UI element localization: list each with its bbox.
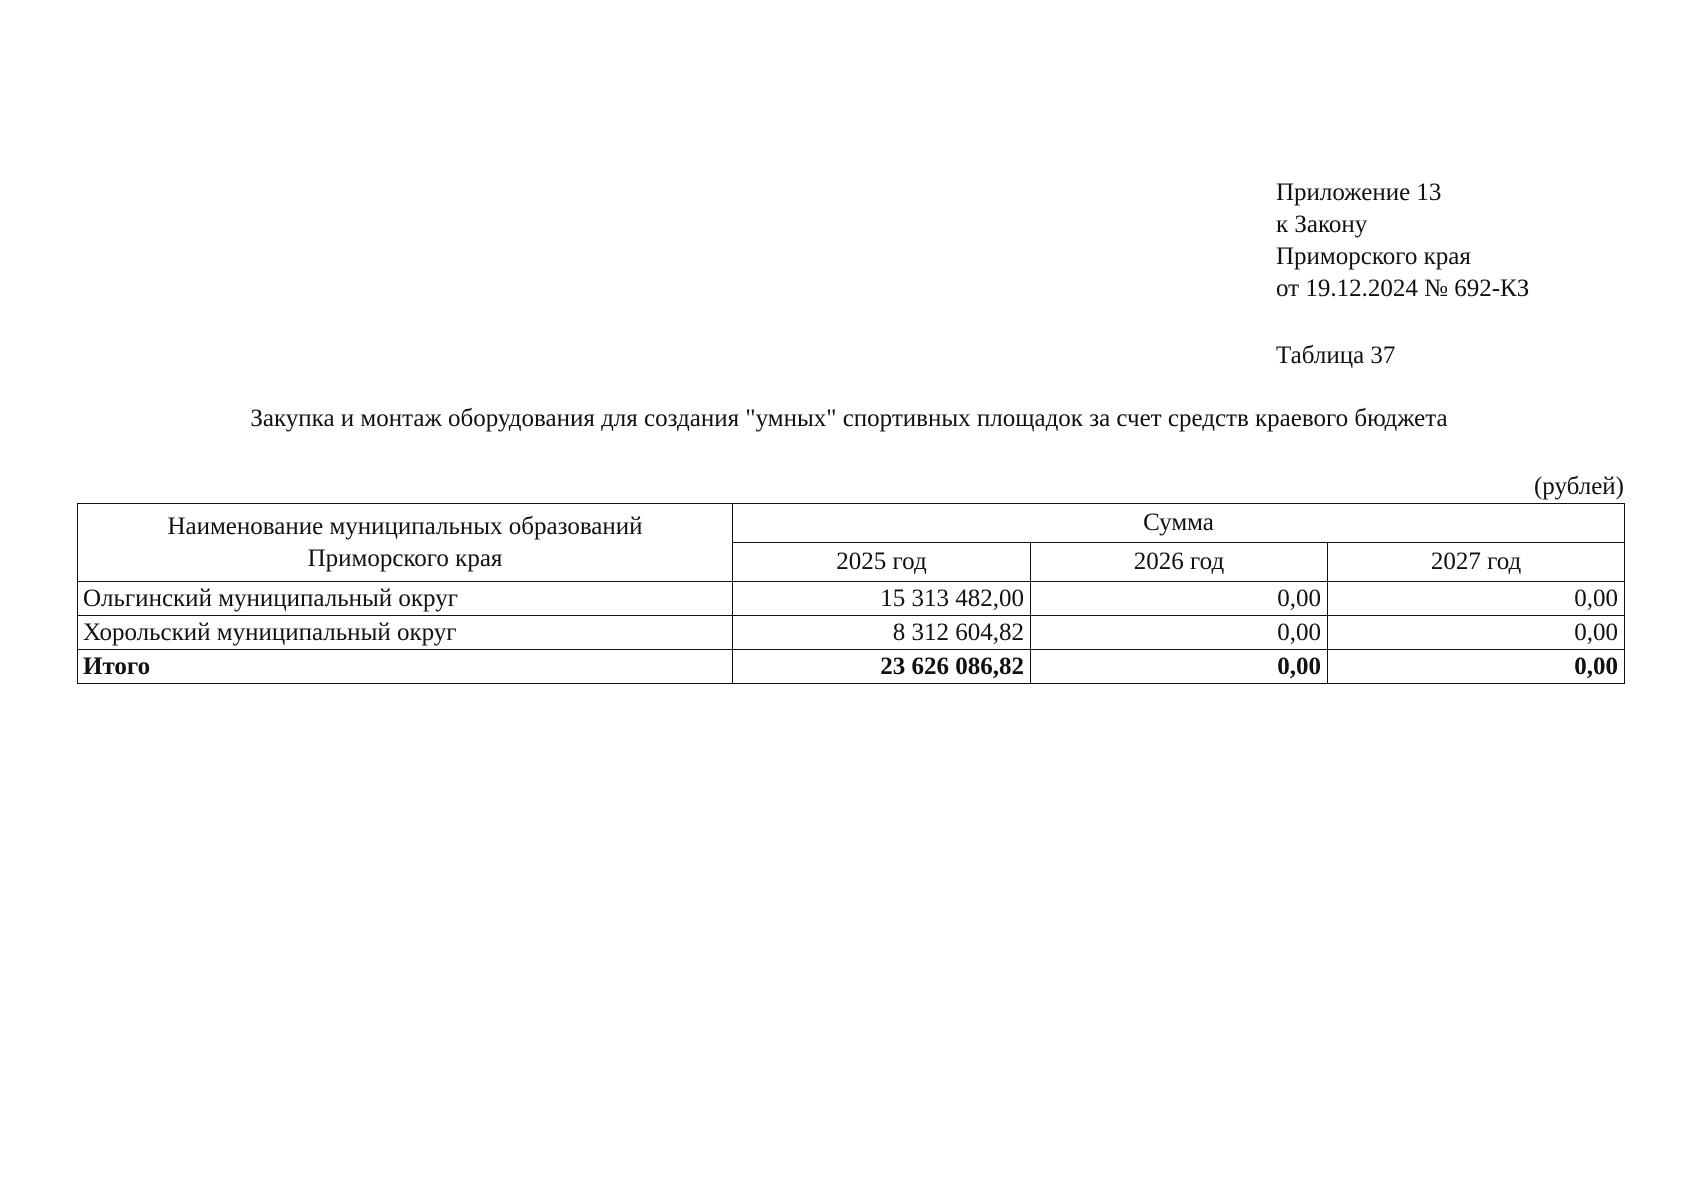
row-value-2026: 0,00 [1031, 616, 1328, 650]
row-value-2026: 0,00 [1031, 582, 1328, 616]
table-row [78, 616, 1625, 650]
header-year-2026: 2026 год [1031, 543, 1328, 582]
row-municipality-name: Ольгинский муниципальный округ [78, 582, 733, 616]
total-label: Итого [78, 650, 733, 684]
row-value-2025: 8 312 604,82 [733, 616, 1031, 650]
table-row [78, 582, 1625, 616]
header-year-2027: 2027 год [1328, 543, 1625, 582]
total-value-2026: 0,00 [1031, 650, 1328, 684]
appendix-line-4: от 19.12.2024 № 692-КЗ [1276, 275, 1530, 302]
appendix-line-1: Приложение 13 [1276, 179, 1442, 206]
header-municipality-line-2: Приморского края [307, 544, 503, 572]
document-title: Закупка и монтаж оборудования для создания "умных" спортивных площадок за счет средств краевого бюджета [250, 405, 1448, 432]
table-number: Таблица 37 [1276, 342, 1396, 369]
header-municipality-line-1: Наименование муниципальных образований [167, 512, 643, 540]
header-municipality [78, 504, 733, 582]
row-value-2027: 0,00 [1328, 616, 1625, 650]
units-label: (рублей) [1533, 473, 1624, 500]
appendix-line-3: Приморского края [1276, 243, 1471, 270]
appendix-line-2: к Закону [1276, 211, 1368, 238]
total-value-2025: 23 626 086,82 [733, 650, 1031, 684]
budget-table [77, 503, 1625, 684]
row-municipality-name: Хорольский муниципальный округ [78, 616, 733, 650]
row-value-2027: 0,00 [1328, 582, 1625, 616]
row-value-2025: 15 313 482,00 [733, 582, 1031, 616]
header-sum: Сумма [733, 504, 1625, 543]
total-row [78, 650, 1625, 684]
total-value-2027: 0,00 [1328, 650, 1625, 684]
appendix-block [1276, 177, 1529, 305]
header-year-2025: 2025 год [733, 543, 1031, 582]
